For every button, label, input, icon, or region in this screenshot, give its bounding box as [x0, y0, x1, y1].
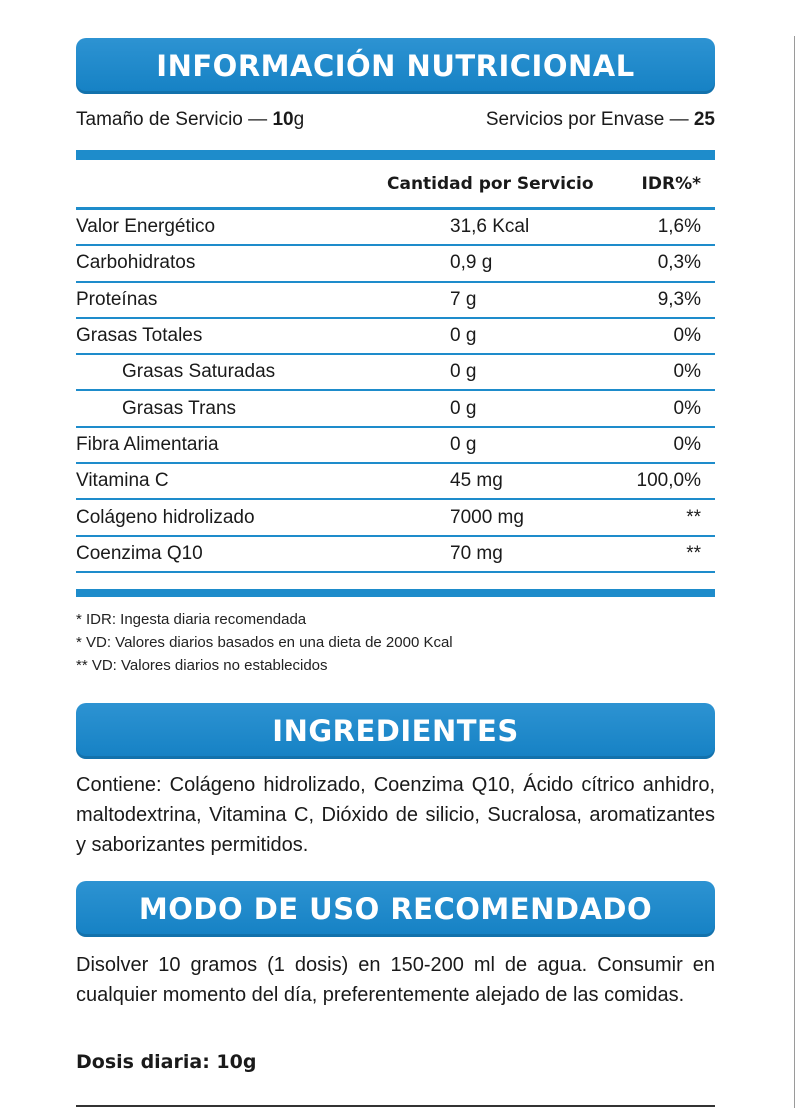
nutrient-amount: 45 mg [450, 470, 503, 492]
header-amount: Cantidad por Servicio [387, 173, 594, 194]
nutrient-amount: 7 g [450, 288, 477, 310]
table-body [76, 210, 715, 573]
nutrient-amount: 0 g [450, 433, 477, 455]
ingredients-title: INGREDIENTES [272, 714, 519, 748]
nutrient-name: Grasas Totales [76, 325, 203, 347]
bottom-rule [76, 1105, 715, 1107]
footnotes [76, 608, 715, 677]
table-row [76, 391, 715, 427]
nutrient-idr: 0% [673, 325, 701, 347]
nutrient-name: Grasas Trans [122, 397, 237, 419]
table-row [76, 537, 715, 573]
usage-title: MODO DE USO RECOMENDADO [138, 892, 653, 926]
serving-size [76, 109, 304, 131]
nutrient-amount: 0 g [450, 397, 477, 419]
table-bottom-bar [76, 589, 715, 597]
table-row [76, 500, 715, 536]
nutrient-amount: 0,9 g [450, 252, 493, 274]
nutrient-idr: 0% [673, 361, 701, 383]
nutrition-title: INFORMACIÓN NUTRICIONAL [156, 49, 635, 83]
serving-info [76, 107, 715, 133]
header-idr: IDR%* [641, 173, 701, 194]
nutrient-idr: 100,0% [636, 470, 701, 492]
nutrient-name: Grasas Saturadas [122, 361, 276, 383]
serving-size-unit: g [293, 109, 305, 130]
nutrient-amount: 0 g [450, 325, 477, 347]
page-edge-rule [794, 36, 795, 1108]
nutrient-name: Carbohidratos [76, 252, 196, 274]
table-row [76, 319, 715, 355]
servings-label: Servicios por Envase — [485, 109, 689, 130]
nutrient-idr: ** [686, 542, 701, 564]
nutrient-name: Coenzima Q10 [76, 542, 203, 564]
servings-value: 25 [693, 109, 715, 130]
table-row [76, 246, 715, 282]
usage-text: Disolver 10 gramos (1 dosis) en 150-200 ml de agua. Consumir en cualquier momento del día, preferentemente alejado de las comidas. [76, 954, 715, 1006]
nutrient-name: Proteínas [76, 288, 158, 310]
serving-size-value: 10 [272, 109, 294, 130]
footnote: ** VD: Valores diarios no establecidos [76, 657, 328, 674]
table-row [76, 283, 715, 319]
table-row [76, 428, 715, 464]
table-row [76, 464, 715, 500]
nutrition-title-banner [76, 38, 715, 94]
nutrition-table [76, 160, 715, 573]
nutrient-idr: ** [686, 506, 701, 528]
serving-size-label: Tamaño de Servicio — [76, 109, 268, 130]
nutrient-idr: 1,6% [657, 216, 701, 238]
servings-per-container [486, 109, 715, 131]
table-top-bar [76, 150, 715, 160]
nutrient-idr: 0,3% [657, 252, 701, 274]
nutrient-idr: 9,3% [657, 288, 701, 310]
footnote: * VD: Valores diarios basados en una dieta de 2000 Kcal [76, 634, 453, 651]
footnote: * IDR: Ingesta diaria recomendada [76, 611, 307, 628]
nutrient-name: Fibra Alimentaria [76, 433, 219, 455]
nutrient-idr: 0% [673, 397, 701, 419]
nutrient-name: Valor Energético [76, 216, 216, 238]
usage-title-banner [76, 881, 715, 937]
nutrient-amount: 7000 mg [450, 506, 524, 528]
nutrient-name: Vitamina C [76, 470, 169, 492]
table-row [76, 355, 715, 391]
table-header [76, 160, 715, 210]
table-row [76, 210, 715, 246]
ingredients-title-banner [76, 703, 715, 759]
nutrient-name: Colágeno hidrolizado [76, 506, 255, 528]
nutrient-amount: 31,6 Kcal [450, 216, 530, 238]
nutrient-amount: 70 mg [450, 542, 503, 564]
nutrient-idr: 0% [673, 433, 701, 455]
nutrient-amount: 0 g [450, 361, 477, 383]
daily-dose: Dosis diaria: 10g [76, 1051, 257, 1073]
ingredients-text: Contiene: Colágeno hidrolizado, Coenzima Q10, Ácido cítrico anhidro, maltodextrina, Vitamina C, Dióxido de silicio, Sucralosa, aromatizantes y saborizantes permitidos. [76, 774, 715, 856]
